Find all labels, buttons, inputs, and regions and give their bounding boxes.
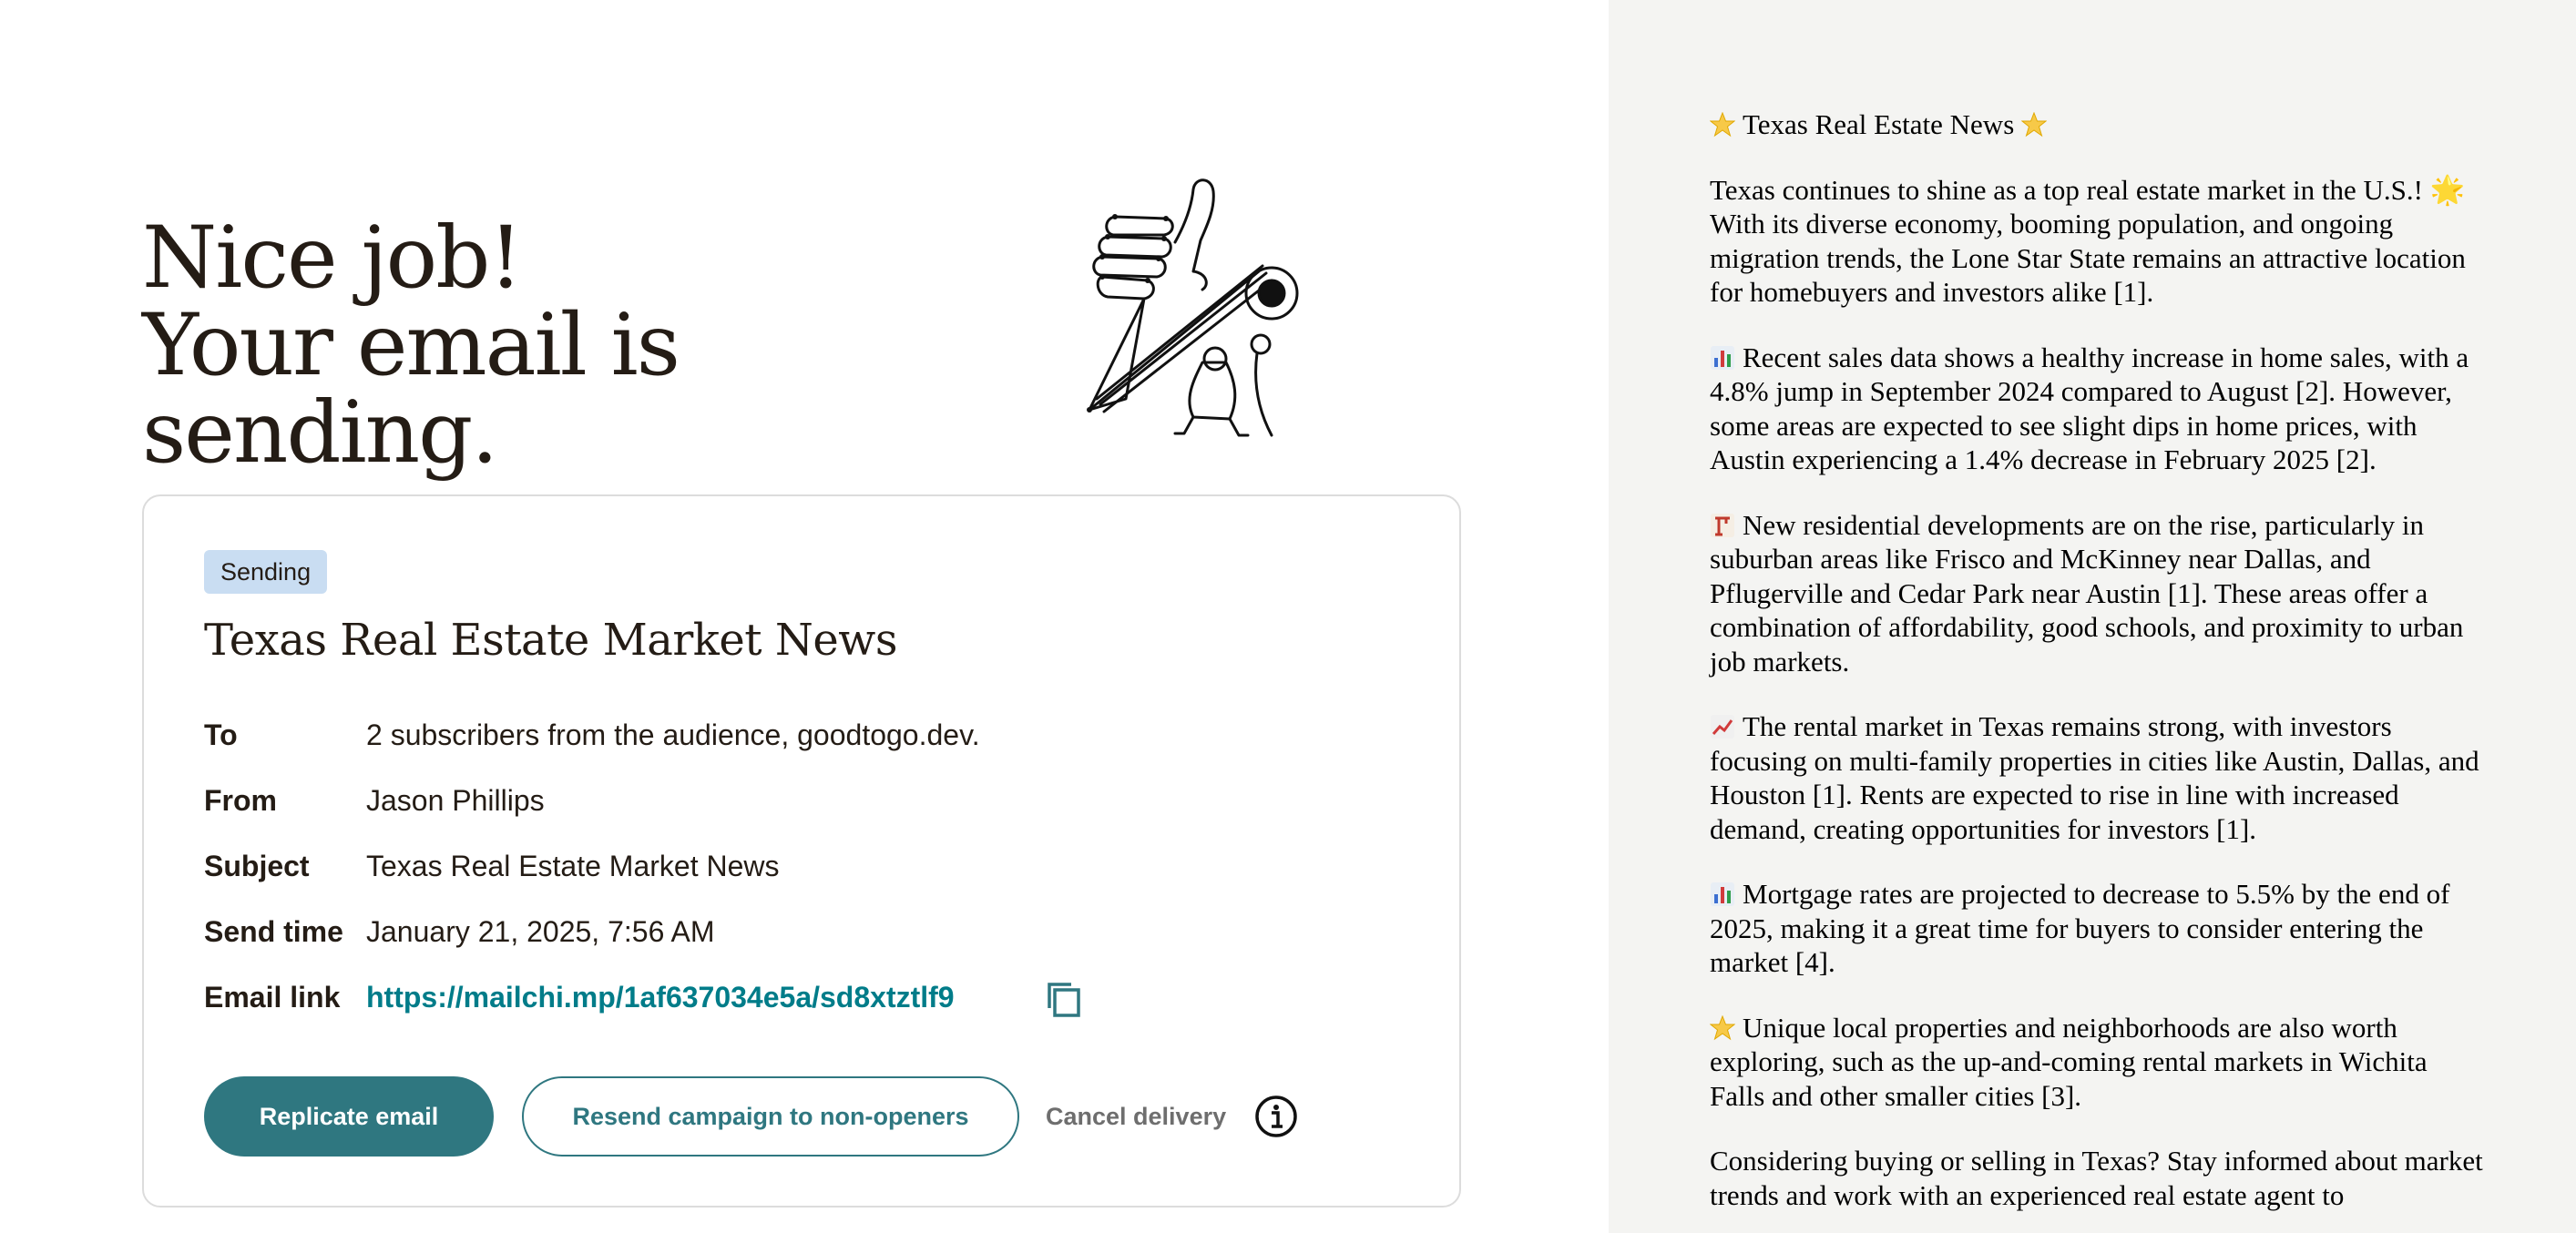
from-value: Jason Phillips	[366, 784, 545, 817]
copy-icon[interactable]	[1044, 979, 1084, 1019]
trend-up-emoji	[1710, 714, 1735, 739]
cancel-delivery-button[interactable]: Cancel delivery	[1046, 1095, 1226, 1138]
preview-paragraph-row	[1710, 709, 2484, 846]
replicate-email-button[interactable]: Replicate email	[204, 1076, 494, 1157]
bar-chart-emoji	[1710, 881, 1735, 907]
email-link-value-wrap	[366, 975, 955, 1019]
send-time-label: Send time	[204, 915, 343, 948]
email-preview-pane	[1609, 0, 2576, 1233]
headline-line-1: Nice job!	[142, 209, 522, 308]
star-emoji	[1710, 112, 1735, 138]
star-emoji	[1710, 1015, 1735, 1041]
subject-label: Subject	[204, 850, 310, 882]
resend-non-openers-button[interactable]: Resend campaign to non-openers	[522, 1076, 1019, 1157]
preview-title: Texas Real Estate News	[1743, 108, 2015, 140]
preview-paragraph-row	[1710, 1011, 2484, 1114]
email-preview-content	[1710, 107, 2484, 1233]
preview-paragraph: Considering buying or selling in Texas? Stay informed about market trends and work with an experienced real estate agent to	[1710, 1145, 2483, 1211]
construction-emoji	[1710, 513, 1735, 538]
preview-paragraph: Unique local properties and neighborhoods are also worth exploring, such as the up-and-coming rental markets in Wichita Falls and other smaller cities [3].	[1710, 1011, 2428, 1112]
info-icon[interactable]	[1253, 1094, 1299, 1139]
preview-paragraph: The rental market in Texas remains strong, with investors focusing on multi-family properties in cities like Austin, Dallas, and Houston [1]. Rents are expected to rise in line with increased demand, creating opportunities for investors [1].	[1710, 710, 2479, 845]
headline-line-2: Your email is sending.	[142, 296, 679, 483]
from-label: From	[204, 784, 277, 817]
send-time-value: January 21, 2025, 7:56 AM	[366, 915, 715, 948]
preview-paragraph: Recent sales data shows a healthy increase in home sales, with a 4.8% jump in September 2024 compared to August [2]. However, some areas are expected to see slight dips in home prices, with Austin experiencing a 1.4% decrease in February 2025 [2].	[1710, 341, 2469, 475]
email-link[interactable]: https://mailchi.mp/1af637034e5a/sd8xtztlf9	[366, 981, 955, 1014]
preview-paragraph: New residential developments are on the rise, particularly in suburban areas like Frisco and McKinney near Dallas, and Pflugerville and Cedar Park near Austin [1]. These areas offer a combination of affordability, good schools, and proximity to urban job markets.	[1710, 508, 2464, 678]
thumbs-up-pencil-illustration	[1057, 171, 1330, 444]
to-label: To	[204, 718, 238, 751]
preview-paragraph: Texas continues to shine as a top real estate market in the U.S.! 🌟 With its diverse economy, booming population, and ongoing migration trends, the Lone Star State remains an attractive location for homebuyers and investors alike [1].	[1710, 173, 2466, 308]
to-value: 2 subscribers from the audience, goodtogo.dev.	[366, 718, 980, 751]
confirmation-headline	[142, 209, 1053, 483]
bar-chart-emoji	[1710, 345, 1735, 371]
campaign-summary-card	[142, 494, 1461, 1208]
preview-title-row	[1710, 107, 2484, 142]
preview-paragraph-row	[1710, 508, 2484, 679]
subject-value: Texas Real Estate Market News	[366, 850, 780, 882]
email-link-label: Email link	[204, 981, 341, 1014]
status-badge: Sending	[204, 550, 327, 594]
preview-paragraph-row	[1710, 877, 2484, 980]
preview-paragraph-row	[1710, 341, 2484, 477]
preview-paragraph: Mortgage rates are projected to decrease to 5.5% by the end of 2025, making it a great time for buyers to consider entering the market [4].	[1710, 878, 2450, 978]
star-emoji	[2021, 112, 2047, 138]
campaign-title: Texas Real Estate Market News	[204, 615, 897, 666]
